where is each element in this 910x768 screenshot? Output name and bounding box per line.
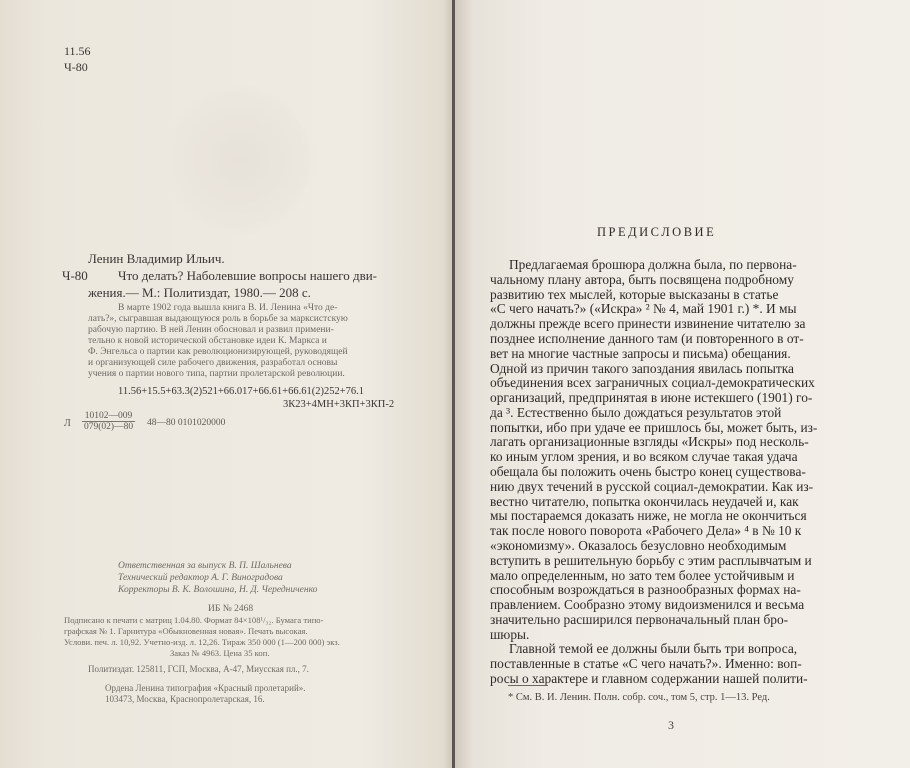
text-line: росы о характере и главном содержании нашей полити- xyxy=(490,671,808,686)
annotation-line: рабочую партию. В ней Ленин обосновал и развил примени- xyxy=(88,325,334,335)
text-line: попытки, ибо при удаче ее пришлось бы, может быть, из- xyxy=(490,419,818,435)
text-line: должны прежде всего принести извинение читателю за xyxy=(490,316,806,332)
book-title-line-2: жения.— М.: Политиздат, 1980.— 208 с. xyxy=(88,285,311,300)
text-line: вступить в решительную борьбу с этим расплывчатым и xyxy=(490,552,812,568)
text-line: поставленные в статье «С чего начать?». Именно: воп- xyxy=(490,656,802,672)
class-code: 11.56 xyxy=(64,44,91,58)
print-info-line: Заказ № 4963. Цена 35 коп. xyxy=(170,648,270,658)
text-line: чальному плану автора, быть посвящена подробному xyxy=(490,271,794,287)
text-line: вет на многие частные запросы и письма) обещания. xyxy=(490,345,791,361)
show-through-emblem xyxy=(165,85,315,235)
publisher-address: Политиздат. 125811, ГСП, Москва, А-47, Миусская пл., 7. xyxy=(88,664,309,674)
frac-prefix: Л xyxy=(64,418,71,429)
text-line: правлением. Сообразно этому видоизменился и весьма xyxy=(490,597,805,613)
annotation-line: и организующей силе рабочего движения, разработал основы xyxy=(88,358,338,368)
text-line: мало определенным, но зато тем более устойчивым и xyxy=(490,567,795,583)
credit-line: Технический редактор А. Г. Виноградова xyxy=(118,573,283,583)
catalog-fraction xyxy=(82,411,135,432)
annotation-line: В марте 1902 года вышла книга В. И. Ленина «Что де- xyxy=(118,303,338,313)
text-line: обещала бы положить очень быстро конец существова- xyxy=(490,464,806,479)
text-line: «экономизму». Оказалось безусловно необходимым xyxy=(490,537,787,553)
annotation-line: лать?», сыгравшая выдающуюся роль в борьбе за марксистскую xyxy=(88,314,348,324)
author-mark: Ч-80 xyxy=(64,60,88,74)
printer-line: 103473, Москва, Краснопролетарская, 16. xyxy=(105,694,265,704)
bbk-index-line-2: 3К23+4МН+3КП+3КП-2 xyxy=(283,399,395,410)
print-info-line: Услови. печ. л. 10,92. Учетно-изд. л. 12,26. Тираж 350 000 (1—200 000) экз. xyxy=(64,637,340,647)
text-line: мы постараемся доказать ниже, не могла не окончиться xyxy=(490,508,807,524)
footnote-rule xyxy=(508,685,548,686)
text-line: Предлагаемая брошюра должна была, по первона- xyxy=(509,257,797,272)
fraction-denominator: 079(02)—80 xyxy=(84,422,134,432)
annotation-line: Ф. Энгельса о партии как революционизирующей, руководящей xyxy=(88,347,348,357)
bbk-index-line-1: 11.56+15.5+63.3(2)521+66.017+66.61+66.61(2)252+76.1 xyxy=(118,386,365,397)
text-line: «С чего начать?» («Искра» ² № 4, май 1901 г.) *. И мы xyxy=(490,301,797,317)
text-line: значительно расширился первоначальный план бро- xyxy=(490,611,789,627)
text-line: организаций, предпринятая в июне истекшего (1901) го- xyxy=(490,390,813,406)
text-line: Главной темой ее должны были быть три вопроса, xyxy=(509,641,798,657)
author-name: Ленин Владимир Ильич. xyxy=(88,251,225,266)
page-number: 3 xyxy=(668,718,674,732)
preface-heading: ПРЕДИСЛОВИЕ xyxy=(597,225,717,239)
text-line: развитию тех мыслей, которые высказаны в статье xyxy=(490,286,779,302)
text-line: способным возрождаться в разнообразных формах на- xyxy=(490,582,801,598)
print-info-line: Подписано к печати с матриц 1.04.80. Формат 84×108¹/₃₂. Бумага типо- xyxy=(64,615,324,625)
text-line: шюры. xyxy=(490,626,530,642)
credit-line: Ответственная за выпуск В. П. Шальнева xyxy=(118,561,292,571)
credit-line: Корректоры В. К. Волошина, Н. Д. Чередниченко xyxy=(118,585,318,595)
text-line: ко иным углом зрения, и во всяком случае такая удача xyxy=(490,449,798,465)
text-line: да ³. Естественно было дождаться результатов этой xyxy=(490,404,782,420)
fraction-numerator: 10102—009 xyxy=(82,411,135,422)
author-mark-repeat: Ч-80 xyxy=(62,268,88,283)
footnote: * См. В. И. Ленин. Полн. собр. соч., том 5, стр. 1—13. Ред. xyxy=(508,692,770,703)
text-line: объединения всех заграничных социал-демократических xyxy=(490,375,815,391)
text-line: вестно читателю, попытка окончилась неудачей и, как xyxy=(490,493,799,509)
annotation-line: учения о партии нового типа, партии пролетарской революции. xyxy=(88,369,345,379)
text-line: так после нового поворота «Рабочего Дела» ⁴ в № 10 к xyxy=(490,523,802,539)
text-line: лагать организационные взгляды «Искры» под несколь- xyxy=(490,434,809,450)
print-info-line: графская № 1. Гарнитура «Обыкновенная новая». Печать высокая. xyxy=(64,626,308,636)
left-page xyxy=(0,0,453,768)
right-page xyxy=(455,0,910,768)
text-line: позднее исполнение данного там (и повторенного в от- xyxy=(490,330,804,346)
catalog-code: 48—80 0101020000 xyxy=(147,418,226,428)
annotation-line: тельно к новой исторической обстановке идеи К. Маркса и xyxy=(88,336,327,346)
printer-line: Ордена Ленина типография «Красный пролетарий». xyxy=(105,683,306,693)
text-line: нию двух течений в русской социал-демократии. Как из- xyxy=(490,478,814,494)
book-title-line-1: Что делать? Наболевшие вопросы нашего дви- xyxy=(118,268,378,283)
text-line: Одной из причин такого запоздания явилась попытка xyxy=(490,360,794,376)
ib-number: ИБ № 2468 xyxy=(208,604,254,614)
